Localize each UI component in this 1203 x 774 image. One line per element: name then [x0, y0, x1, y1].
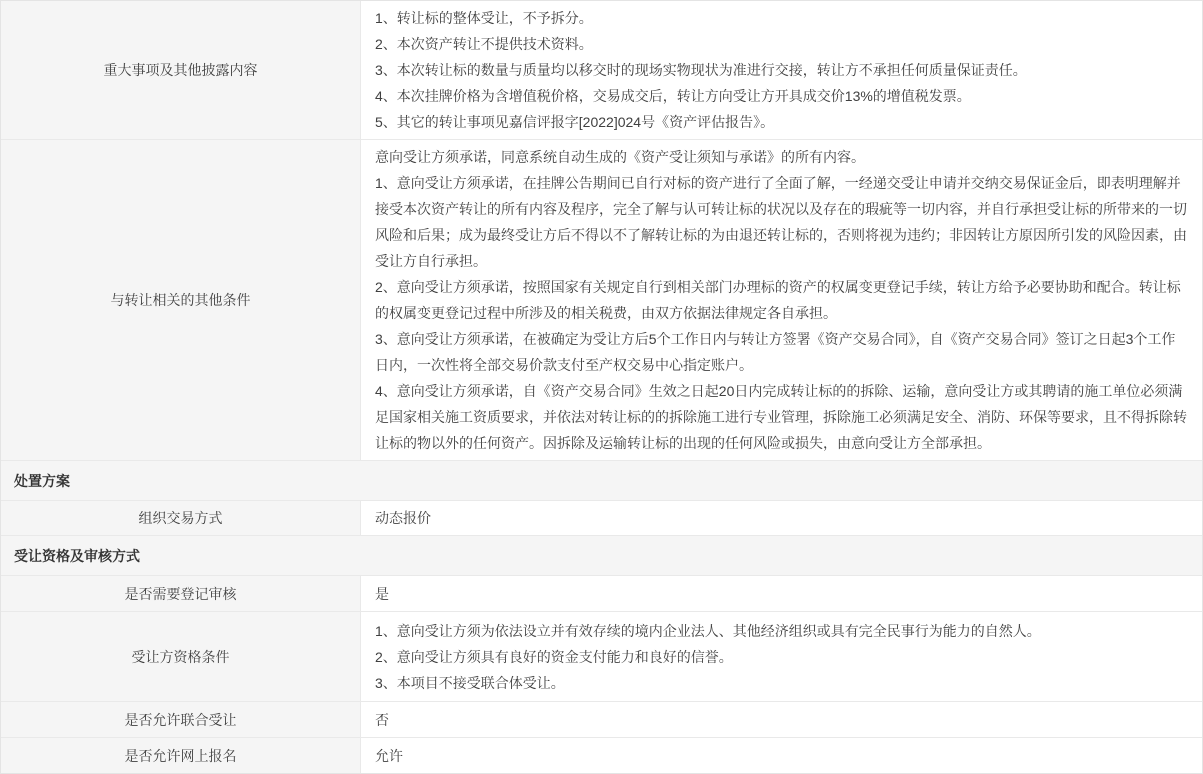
field-value-line: 1、意向受让方须为依法设立并有效存续的境内企业法人、其他经济组织或具有完全民事行为能力的自然人。 — [375, 622, 1041, 639]
table-row — [1, 500, 1202, 535]
table-row — [1, 737, 1202, 773]
field-value — [361, 1, 1202, 139]
section-title: 处置方案 — [14, 472, 70, 489]
field-value — [361, 501, 1202, 535]
table-row — [1, 611, 1202, 701]
table-row — [1, 139, 1202, 460]
field-value-line: 是 — [375, 585, 389, 602]
field-value-line: 1、转让标的整体受让，不予拆分。 — [375, 10, 593, 26]
field-value-line: 5、其它的转让事项见嘉信评报字[2022]024号《资产评估报告》。 — [375, 114, 775, 130]
field-value — [361, 576, 1202, 611]
section-header-row — [1, 535, 1202, 575]
field-value-line: 2、本次资产转让不提供技术资料。 — [375, 36, 593, 52]
field-value-line: 3、意向受让方须承诺，在被确定为受让方后5个工作日内与转让方签署《资产交易合同》，自《资产交易合同》签订之日起3个工作日内，一次性将全部交易价款支付至产权交易中心指定账户。 — [375, 331, 1176, 373]
field-label: 重大事项及其他披露内容 — [1, 1, 361, 139]
field-value-line: 否 — [375, 711, 389, 728]
field-value — [361, 702, 1202, 737]
field-value-line: 意向受让方须承诺，同意系统自动生成的《资产受让须知与承诺》的所有内容。 — [375, 149, 865, 165]
field-value-line: 允许 — [375, 747, 403, 764]
field-value-line: 3、本项目不接受联合体受让。 — [375, 674, 565, 691]
field-value — [361, 140, 1202, 460]
field-value-line: 1、意向受让方须承诺，在挂牌公告期间已自行对标的资产进行了全面了解，一经递交受让申请并交纳交易保证金后，即表明理解并接受本次资产转让的所有内容及程序，完全了解与认可转让标的状况以及存在的瑕疵等一切内容，并自行承担受让标的所带来的一切风险和后果；成为最终受让方后不得以不了解转让标的为由退还转让标的，否则将视为违约；非因转让方原因所引发的风险因素，由受让方自行承担。 — [375, 175, 1187, 269]
section-title: 受让资格及审核方式 — [14, 547, 140, 564]
field-value-line: 2、意向受让方须承诺，按照国家有关规定自行到相关部门办理标的资产的权属变更登记手续，转让方给予必要协助和配合。转让标的权属变更登记过程中所涉及的相关税费，由双方依据法律规定各自承担。 — [375, 279, 1181, 321]
table-body — [1, 1, 1202, 773]
field-value — [361, 612, 1202, 701]
section-header-row — [1, 460, 1202, 500]
field-value-line: 4、本次挂牌价格为含增值税价格，交易成交后，转让方向受让方开具成交价13%的增值税发票。 — [375, 88, 971, 104]
field-label: 是否需要登记审核 — [1, 576, 361, 611]
field-label: 与转让相关的其他条件 — [1, 140, 361, 460]
field-value-line: 3、本次转让标的数量与质量均以移交时的现场实物现状为准进行交接，转让方不承担任何质量保证责任。 — [375, 62, 1027, 78]
field-label: 组织交易方式 — [1, 501, 361, 535]
table-row — [1, 1, 1202, 139]
table-row — [1, 575, 1202, 611]
field-value — [361, 738, 1202, 773]
field-value-line: 2、意向受让方须具有良好的资金支付能力和良好的信誉。 — [375, 648, 733, 665]
field-label: 是否允许联合受让 — [1, 702, 361, 737]
field-label: 是否允许网上报名 — [1, 738, 361, 773]
field-value-line: 动态报价 — [375, 510, 431, 526]
field-value-line: 4、意向受让方须承诺，自《资产交易合同》生效之日起20日内完成转让标的的拆除、运输，意向受让方或其聘请的施工单位必须满足国家相关施工资质要求，并依法对转让标的的拆除施工进行专业管理，拆除施工必须满足安全、消防、环保等要求，且不得拆除转让标的物以外的任何资产。因拆除及运输转让标的出现的任何风险或损失，由意向受让方全部承担。 — [375, 383, 1187, 451]
field-label: 受让方资格条件 — [1, 612, 361, 701]
table-row — [1, 701, 1202, 737]
